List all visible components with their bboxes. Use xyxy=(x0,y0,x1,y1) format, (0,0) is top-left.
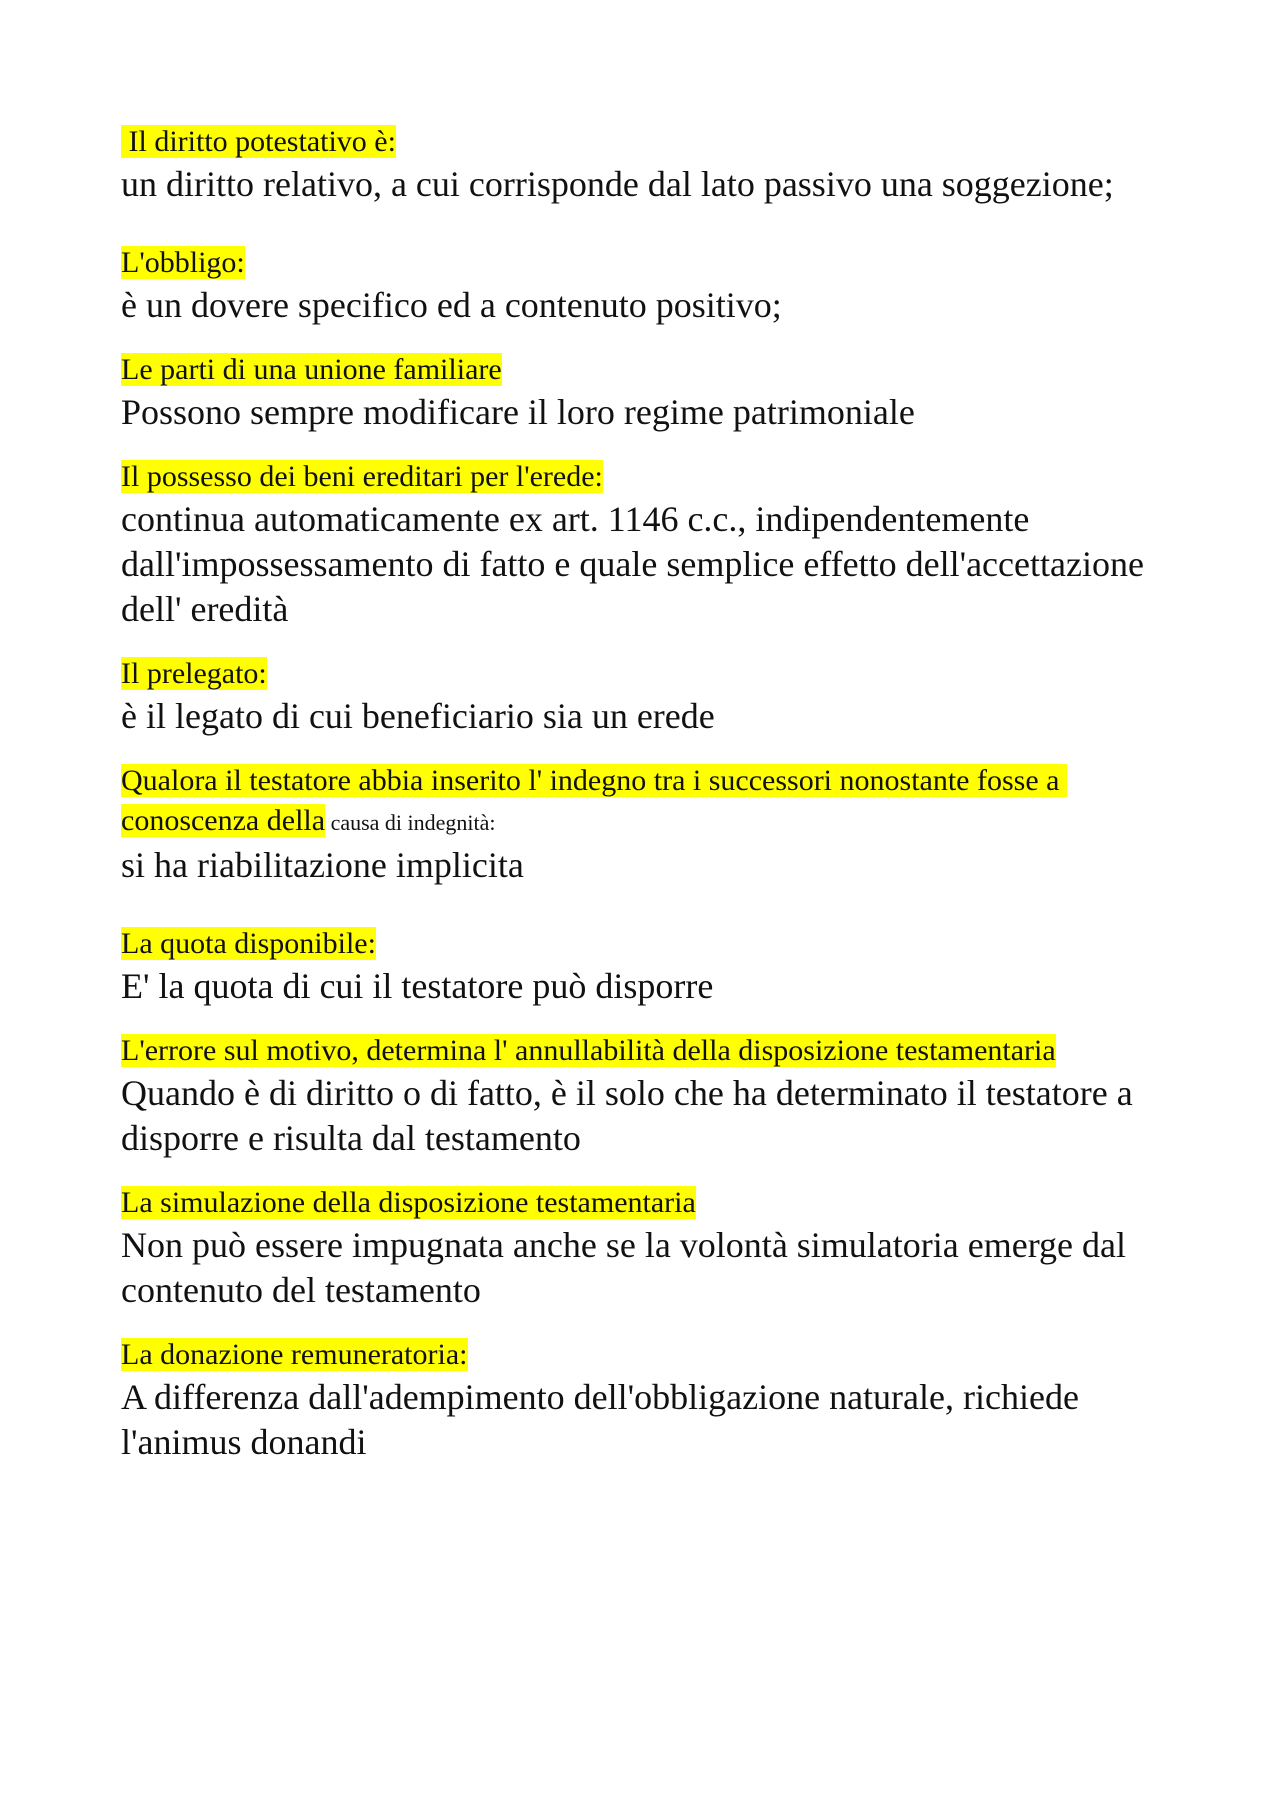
answer-text: è il legato di cui beneficiario sia un erede xyxy=(121,696,715,736)
question-highlight: Il diritto potestativo è: xyxy=(121,125,396,158)
question-highlight: La simulazione della disposizione testamentaria xyxy=(121,1186,696,1219)
qa-item xyxy=(121,122,1170,207)
qa-item xyxy=(121,1031,1170,1161)
answer-text: un diritto relativo, a cui corrisponde dal lato passivo una soggezione; xyxy=(121,164,1114,204)
answer-text: Possono sempre modificare il loro regime patrimoniale xyxy=(121,392,915,432)
question-highlight: Il possesso dei beni ereditari per l'erede: xyxy=(121,460,603,493)
qa-item xyxy=(121,1183,1170,1313)
spacer xyxy=(121,1313,1170,1335)
question-highlight: Le parti di una unione familiare xyxy=(121,353,502,386)
answer-text: si ha riabilitazione implicita xyxy=(121,845,524,885)
qa-item xyxy=(121,924,1170,1009)
qa-item xyxy=(121,761,1170,888)
spacer xyxy=(121,328,1170,350)
spacer xyxy=(121,1161,1170,1183)
spacer xyxy=(121,1009,1170,1031)
question-highlight: La donazione remuneratoria: xyxy=(121,1338,468,1371)
answer-text: continua automaticamente ex art. 1146 c.c., indipendentemente dall'impossessamento di fatto e quale semplice effetto dell'accettazione dell' eredità xyxy=(121,499,1144,629)
answer-text: Non può essere impugnata anche se la volontà simulatoria emerge dal contenuto del testamento xyxy=(121,1225,1127,1310)
qa-item xyxy=(121,350,1170,435)
qa-item xyxy=(121,457,1170,632)
spacer xyxy=(121,207,1170,243)
answer-text: A differenza dall'adempimento dell'obbligazione naturale, richiede l'animus donandi xyxy=(121,1377,1079,1462)
qa-item xyxy=(121,654,1170,739)
question-suffix: causa di indegnità: xyxy=(325,810,496,835)
answer-text: E' la quota di cui il testatore può disporre xyxy=(121,966,714,1006)
question-highlight: Il prelegato: xyxy=(121,657,267,690)
spacer xyxy=(121,435,1170,457)
question-highlight: L'obbligo: xyxy=(121,246,245,279)
qa-item xyxy=(121,243,1170,328)
answer-text: Quando è di diritto o di fatto, è il solo che ha determinato il testatore a disporre e risulta dal testamento xyxy=(121,1073,1133,1158)
spacer xyxy=(121,739,1170,761)
question-highlight: Qualora il testatore abbia inserito l' indegno tra i successori nonostante fosse a conoscenza della xyxy=(121,764,1067,837)
spacer xyxy=(121,632,1170,654)
answer-text: è un dovere specifico ed a contenuto positivo; xyxy=(121,285,782,325)
question-highlight: La quota disponibile: xyxy=(121,927,376,960)
spacer xyxy=(121,888,1170,924)
qa-item xyxy=(121,1335,1170,1465)
question-highlight: L'errore sul motivo, determina l' annullabilità della disposizione testamentaria xyxy=(121,1034,1056,1067)
